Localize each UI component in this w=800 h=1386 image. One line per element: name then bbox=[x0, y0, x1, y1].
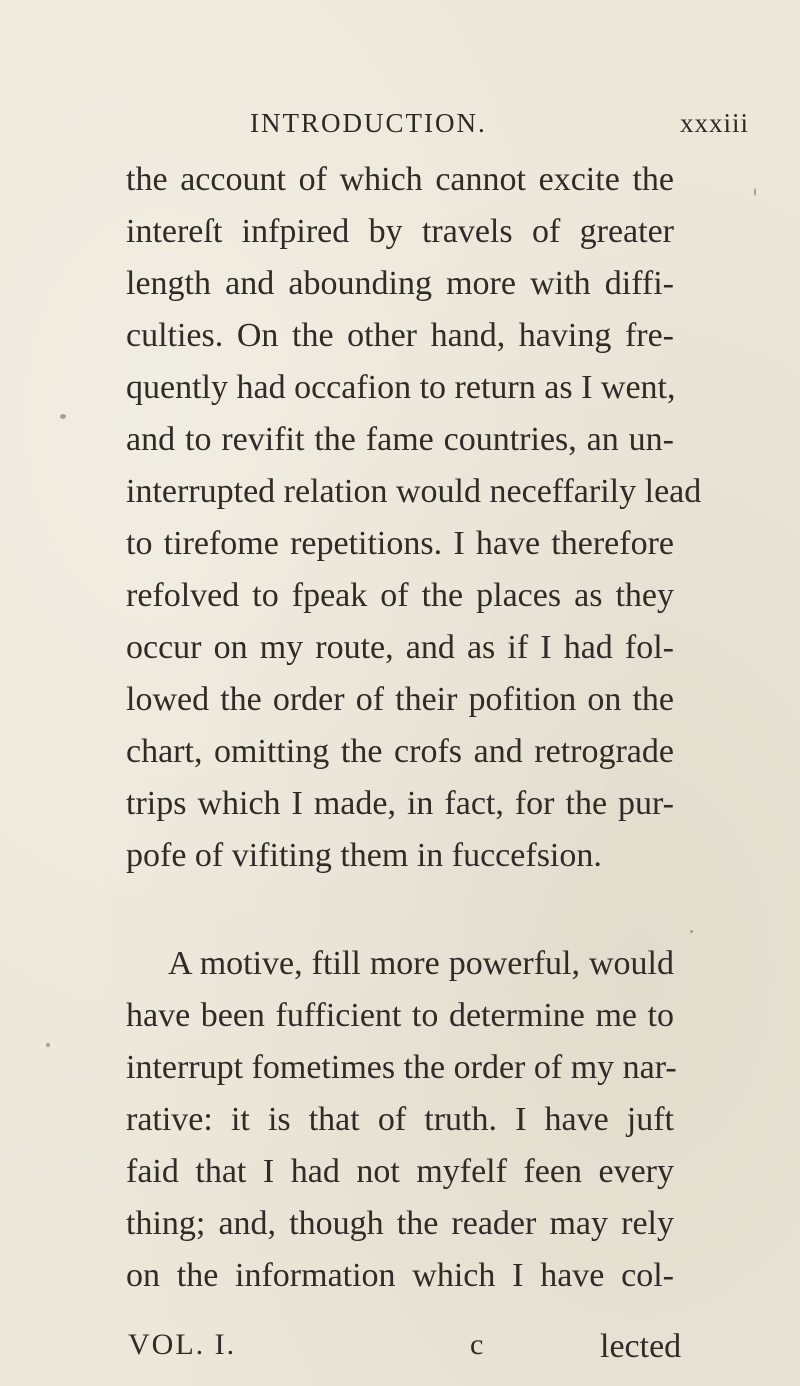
signature-mark: c bbox=[470, 1328, 484, 1361]
text-line: culties. On the other hand, having fre- bbox=[126, 317, 674, 354]
text-line: chart, omitting the crofs and retrograde bbox=[126, 733, 674, 770]
paper-speck bbox=[60, 414, 66, 419]
text-line: length and abounding more with diffi- bbox=[126, 265, 674, 302]
running-title: INTRODUCTION. bbox=[250, 108, 487, 138]
text-line: and to revifit the fame countries, an un- bbox=[126, 421, 674, 458]
text-line: intereſt infpired by travels of greater bbox=[126, 213, 674, 250]
text-line: interrupt fometimes the order of my nar- bbox=[126, 1049, 677, 1086]
volume-signature: VOL. I. bbox=[128, 1328, 237, 1361]
text-line: pofe of vifiting them in fuccefsion. bbox=[126, 837, 602, 874]
text-line: lowed the order of their pofition on the bbox=[126, 681, 674, 718]
paper-speck bbox=[46, 1043, 50, 1047]
text-line: to tirefome repetitions. I have therefore bbox=[126, 525, 674, 562]
text-line: the account of which cannot excite the bbox=[126, 161, 674, 198]
text-line: trips which I made, in fact, for the pur- bbox=[126, 785, 674, 822]
text-line: A motive, ftill more powerful, would bbox=[168, 945, 674, 982]
catchword: lected bbox=[600, 1328, 682, 1365]
page-number: xxxiii bbox=[680, 108, 750, 138]
page-footer bbox=[0, 1328, 800, 1372]
text-line: quently had occafion to return as I went, bbox=[126, 369, 676, 406]
text-line: on the information which I have col- bbox=[126, 1257, 674, 1294]
paper-speck bbox=[754, 188, 756, 196]
text-line: thing; and, though the reader may rely bbox=[126, 1205, 674, 1242]
text-line: occur on my route, and as if I had fol- bbox=[126, 629, 674, 666]
page-header bbox=[0, 108, 800, 148]
text-line: interrupted relation would neceffarily lead bbox=[126, 473, 702, 510]
text-line: rative: it is that of truth. I have juft bbox=[126, 1101, 674, 1138]
text-line: refolved to fpeak of the places as they bbox=[126, 577, 674, 614]
paper-speck bbox=[690, 930, 693, 933]
body-text bbox=[0, 160, 800, 1340]
text-line: faid that I had not myfelf feen every bbox=[126, 1153, 674, 1190]
text-line: have been fufficient to determine me to bbox=[126, 997, 674, 1034]
